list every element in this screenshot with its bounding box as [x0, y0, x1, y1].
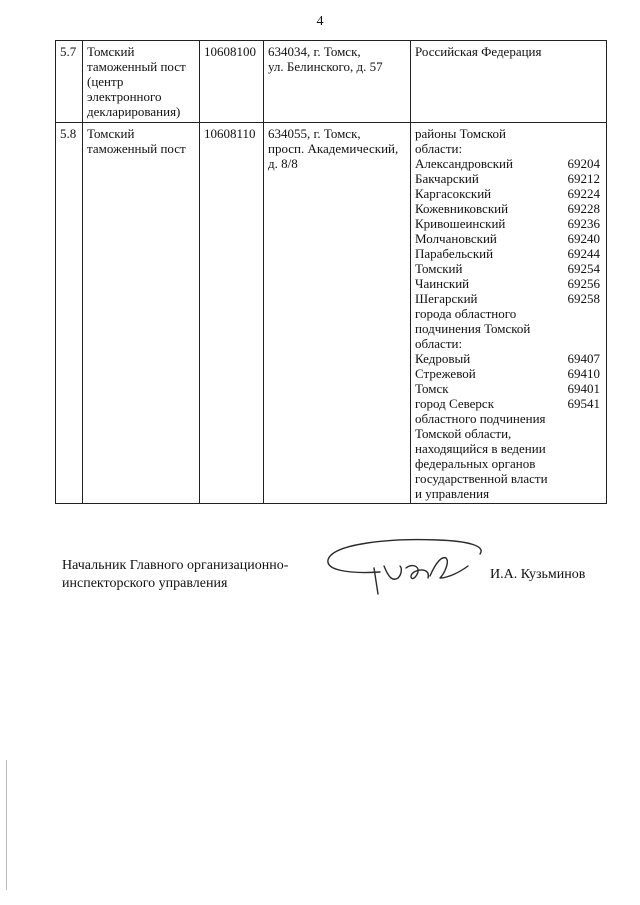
okato-code: 69256 [567, 276, 600, 291]
region-cell [411, 123, 561, 504]
address-line: ул. Белинского, д. 57 [268, 59, 383, 74]
region-line: Парабельский [415, 246, 494, 261]
region-line: области: [415, 141, 463, 156]
region-line: Российская Федерация [415, 44, 542, 59]
okato-code [565, 141, 601, 156]
okato-code [565, 486, 601, 501]
region-line: находящийся в ведении [415, 441, 546, 456]
region-list [415, 126, 561, 501]
region-line: Кривошеинский [415, 216, 506, 231]
okato-code: 69254 [567, 261, 600, 276]
region-line: Стрежевой [415, 366, 476, 381]
region-line: Томский [415, 261, 463, 276]
region-line: город Северск [415, 396, 495, 411]
post-name [83, 41, 200, 123]
margin-line [6, 760, 7, 890]
okato-code [565, 126, 601, 141]
okato-code [565, 411, 601, 426]
signer-name: И.А. Кузьминов [490, 567, 586, 582]
signer-position-line: инспекторского управления [62, 576, 228, 591]
okato-code: 69240 [567, 231, 600, 246]
region-line: федеральных органов [415, 456, 536, 471]
region-line: Кедровый [415, 351, 471, 366]
address-line: д. 8/8 [268, 156, 298, 171]
okato-code [565, 426, 601, 441]
region-line: Томской области, [415, 426, 512, 441]
okato-code: 69541 [567, 396, 600, 411]
okato-code-cell [561, 123, 607, 504]
customs-posts-table [55, 40, 607, 504]
okato-code: 69407 [567, 351, 600, 366]
okato-code: 69401 [567, 381, 600, 396]
post-code: 10608100 [200, 41, 264, 123]
row-number: 5.7 [56, 41, 83, 123]
region-line: государственной власти [415, 471, 548, 486]
okato-code [565, 456, 601, 471]
okato-code: 69258 [567, 291, 600, 306]
region-line: Молчановский [415, 231, 497, 246]
signer-position-line: Начальник Главного организационно- [62, 558, 289, 573]
okato-code: 69244 [567, 246, 600, 261]
table-row [56, 41, 607, 123]
post-name-line: Томский [87, 126, 135, 141]
region-line: области: [415, 336, 463, 351]
post-name-line: декларирования) [87, 104, 181, 119]
region-line: подчинения Томской [415, 321, 531, 336]
okato-code: 69410 [567, 366, 600, 381]
post-name-line: (центр [87, 74, 124, 89]
region-line: областного подчинения [415, 411, 546, 426]
region-line: и управления [415, 486, 490, 501]
region-line: Каргасокский [415, 186, 492, 201]
okato-code: 69236 [567, 216, 600, 231]
post-code: 10608110 [200, 123, 264, 504]
okato-code-list [565, 126, 601, 501]
post-name [83, 123, 200, 504]
region-line: Шегарский [415, 291, 478, 306]
region-cell [411, 41, 561, 123]
region-line: районы Томской [415, 126, 506, 141]
region-line: Бакчарский [415, 171, 479, 186]
row-number: 5.8 [56, 123, 83, 504]
okato-code [565, 336, 601, 351]
signer-position [62, 557, 288, 593]
handwritten-signature [318, 532, 498, 602]
post-name-line: таможенный пост [87, 141, 186, 156]
post-address [264, 41, 411, 123]
address-line: просп. Академический, [268, 141, 399, 156]
address-line: 634034, г. Томск, [268, 44, 361, 59]
okato-code [565, 321, 601, 336]
okato-code: 69204 [567, 156, 600, 171]
okato-code [565, 441, 601, 456]
region-line: Александровский [415, 156, 513, 171]
okato-code [565, 471, 601, 486]
region-line: Кожевниковский [415, 201, 509, 216]
okato-code-cell [561, 41, 607, 123]
okato-code [565, 306, 601, 321]
post-name-line: электронного [87, 89, 162, 104]
address-line: 634055, г. Томск, [268, 126, 361, 141]
okato-code: 69228 [567, 201, 600, 216]
region-line: Томск [415, 381, 449, 396]
post-address [264, 123, 411, 504]
okato-code: 69212 [567, 171, 600, 186]
region-line: Чаинский [415, 276, 470, 291]
table-row [56, 123, 607, 504]
page-number: 4 [316, 14, 324, 29]
post-name-line: Томский [87, 44, 135, 59]
region-line: города областного [415, 306, 517, 321]
post-name-line: таможенный пост [87, 59, 186, 74]
okato-code: 69224 [567, 186, 600, 201]
